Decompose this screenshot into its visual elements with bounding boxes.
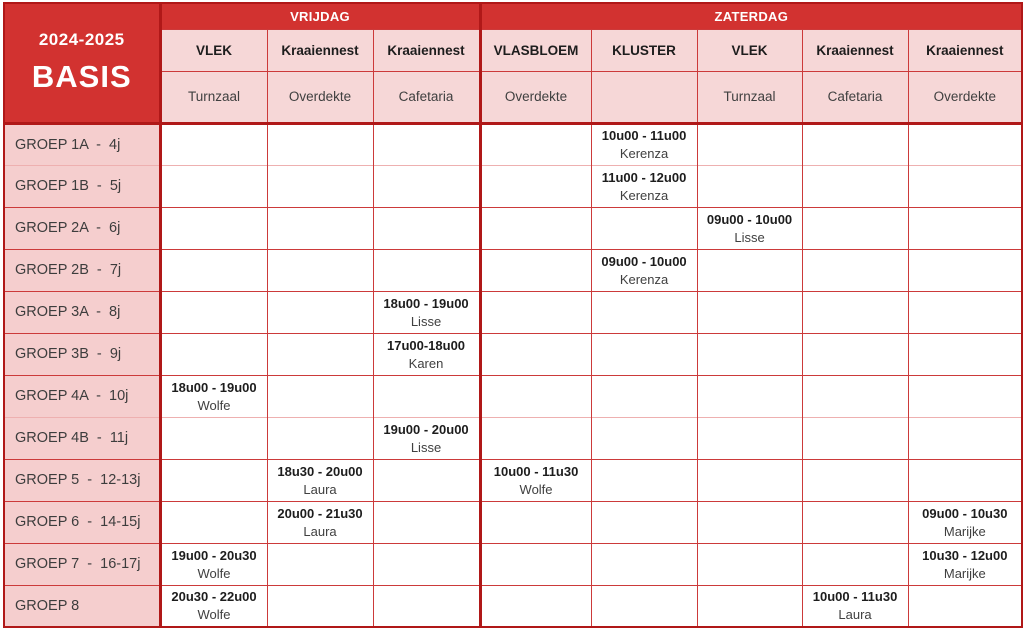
empty-cell (591, 543, 697, 585)
empty-cell (591, 291, 697, 333)
room-header-4-empty (591, 71, 697, 123)
empty-cell (480, 123, 591, 165)
room-header-2-cafetaria: Cafetaria (373, 71, 480, 123)
empty-cell (591, 585, 697, 627)
group-row-3 (4, 249, 1022, 291)
group-row-4 (4, 291, 1022, 333)
empty-cell (802, 165, 908, 207)
group-row-2 (4, 207, 1022, 249)
empty-cell (267, 249, 373, 291)
lesson-teacher: Marijke (943, 523, 986, 539)
empty-cell (697, 585, 802, 627)
empty-cell (480, 585, 591, 627)
empty-cell (802, 459, 908, 501)
empty-cell (591, 207, 697, 249)
lesson-teacher: Wolfe (197, 607, 231, 623)
lesson-teacher: Lisse (410, 313, 442, 329)
empty-cell (908, 333, 1022, 375)
empty-cell (480, 333, 591, 375)
empty-cell (267, 543, 373, 585)
empty-cell (697, 417, 802, 459)
venue-header-2-kraaiennest: Kraaiennest (373, 29, 480, 71)
empty-cell (480, 207, 591, 249)
empty-cell (697, 165, 802, 207)
empty-cell (802, 333, 908, 375)
empty-cell (802, 207, 908, 249)
lesson-cell (591, 123, 697, 165)
lesson-time: 10u00 - 11u30 (493, 463, 579, 479)
group-label: GROEP 4B - 11j (4, 417, 160, 459)
empty-cell (373, 543, 480, 585)
lesson-teacher: Wolfe (197, 397, 231, 413)
lesson-cell (160, 585, 267, 627)
empty-cell (267, 333, 373, 375)
empty-cell (267, 123, 373, 165)
empty-cell (802, 543, 908, 585)
group-label: GROEP 1B - 5j (4, 165, 160, 207)
group-row-8 (4, 459, 1022, 501)
empty-cell (802, 417, 908, 459)
lesson-cell (697, 207, 802, 249)
group-row-5 (4, 333, 1022, 375)
group-row-1 (4, 165, 1022, 207)
empty-cell (373, 249, 480, 291)
room-header-0-turnzaal: Turnzaal (160, 71, 267, 123)
empty-cell (480, 291, 591, 333)
venue-header-6-kraaiennest: Kraaiennest (802, 29, 908, 71)
lesson-time: 17u00-18u00 (386, 337, 466, 353)
group-row-11 (4, 585, 1022, 627)
lesson-time: 09u00 - 10u00 (706, 211, 793, 227)
group-label: GROEP 1A - 4j (4, 123, 160, 165)
lesson-time: 09u00 - 10u30 (922, 505, 1008, 521)
empty-cell (160, 333, 267, 375)
lesson-cell (480, 459, 591, 501)
empty-cell (267, 585, 373, 627)
empty-cell (480, 375, 591, 417)
lesson-teacher: Lisse (410, 439, 442, 455)
group-row-6 (4, 375, 1022, 417)
empty-cell (802, 501, 908, 543)
empty-cell (267, 375, 373, 417)
lesson-time: 20u00 - 21u30 (277, 505, 363, 521)
lesson-time: 09u00 - 10u00 (601, 253, 687, 269)
schedule-body (4, 123, 1022, 627)
empty-cell (697, 291, 802, 333)
room-header-6-cafetaria: Cafetaria (802, 71, 908, 123)
group-row-7 (4, 417, 1022, 459)
lesson-teacher: Kerenza (619, 271, 669, 287)
venue-header-7-kraaiennest: Kraaiennest (908, 29, 1022, 71)
group-row-10 (4, 543, 1022, 585)
venue-header-4-kluster: KLUSTER (591, 29, 697, 71)
lesson-cell (373, 417, 480, 459)
empty-cell (908, 291, 1022, 333)
room-header-7-overdekte: Overdekte (908, 71, 1022, 123)
empty-cell (480, 249, 591, 291)
empty-cell (591, 333, 697, 375)
lesson-teacher: Laura (303, 481, 337, 497)
empty-cell (697, 543, 802, 585)
lesson-cell (267, 459, 373, 501)
empty-cell (697, 123, 802, 165)
lesson-cell (591, 249, 697, 291)
empty-cell (802, 375, 908, 417)
empty-cell (697, 501, 802, 543)
empty-cell (373, 375, 480, 417)
empty-cell (160, 249, 267, 291)
group-label: GROEP 8 (4, 585, 160, 627)
empty-cell (480, 165, 591, 207)
empty-cell (908, 459, 1022, 501)
title-cell (4, 3, 160, 123)
group-label: GROEP 3A - 8j (4, 291, 160, 333)
lesson-time: 18u00 - 19u00 (383, 295, 469, 311)
empty-cell (802, 291, 908, 333)
lesson-cell (591, 165, 697, 207)
group-label: GROEP 6 - 14-15j (4, 501, 160, 543)
lesson-teacher: Laura (838, 607, 872, 623)
empty-cell (802, 249, 908, 291)
empty-cell (697, 249, 802, 291)
venue-header-0-vlek: VLEK (160, 29, 267, 71)
empty-cell (591, 459, 697, 501)
empty-cell (160, 459, 267, 501)
schedule-table (3, 2, 1023, 628)
group-label: GROEP 2B - 7j (4, 249, 160, 291)
venue-header-1-kraaiennest: Kraaiennest (267, 29, 373, 71)
empty-cell (160, 417, 267, 459)
group-label: GROEP 2A - 6j (4, 207, 160, 249)
empty-cell (373, 207, 480, 249)
day-header-row (4, 3, 1022, 29)
empty-cell (373, 459, 480, 501)
lesson-time: 18u30 - 20u00 (277, 463, 363, 479)
lesson-cell (267, 501, 373, 543)
empty-cell (908, 249, 1022, 291)
room-header-3-overdekte: Overdekte (480, 71, 591, 123)
group-row-0 (4, 123, 1022, 165)
empty-cell (267, 291, 373, 333)
empty-cell (908, 207, 1022, 249)
group-label: GROEP 4A - 10j (4, 375, 160, 417)
lesson-time: 11u00 - 12u00 (601, 169, 687, 185)
lesson-teacher: Laura (303, 523, 337, 539)
empty-cell (697, 333, 802, 375)
lesson-time: 20u30 - 22u00 (171, 589, 257, 605)
lesson-time: 10u00 - 11u00 (601, 128, 687, 143)
empty-cell (908, 165, 1022, 207)
empty-cell (480, 543, 591, 585)
lesson-time: 10u00 - 11u30 (812, 589, 898, 605)
lesson-cell (908, 501, 1022, 543)
day-header-vrijdag: VRIJDAG (160, 3, 480, 29)
empty-cell (267, 417, 373, 459)
group-label: GROEP 3B - 9j (4, 333, 160, 375)
empty-cell (802, 123, 908, 165)
lesson-cell (373, 291, 480, 333)
lesson-teacher: Kerenza (619, 146, 669, 161)
empty-cell (697, 375, 802, 417)
lesson-cell (802, 585, 908, 627)
empty-cell (160, 291, 267, 333)
empty-cell (160, 207, 267, 249)
empty-cell (373, 165, 480, 207)
empty-cell (267, 165, 373, 207)
empty-cell (591, 501, 697, 543)
lesson-cell (160, 543, 267, 585)
page-title: BASIS (31, 59, 132, 95)
empty-cell (480, 501, 591, 543)
day-header-zaterdag: ZATERDAG (480, 3, 1022, 29)
room-header-5-turnzaal: Turnzaal (697, 71, 802, 123)
empty-cell (908, 123, 1022, 165)
venue-header-5-vlek: VLEK (697, 29, 802, 71)
room-header-1-overdekte: Overdekte (267, 71, 373, 123)
empty-cell (697, 459, 802, 501)
lesson-teacher: Kerenza (619, 187, 669, 203)
empty-cell (591, 417, 697, 459)
empty-cell (908, 375, 1022, 417)
lesson-cell (160, 375, 267, 417)
lesson-time: 19u00 - 20u30 (171, 547, 257, 563)
title-block (5, 30, 159, 95)
venue-header-3-vlasbloem: VLASBLOEM (480, 29, 591, 71)
group-label: GROEP 5 - 12-13j (4, 459, 160, 501)
lesson-teacher: Karen (408, 355, 444, 371)
empty-cell (908, 585, 1022, 627)
empty-cell (160, 501, 267, 543)
empty-cell (373, 585, 480, 627)
empty-cell (160, 165, 267, 207)
lesson-teacher: Wolfe (197, 565, 231, 581)
empty-cell (267, 207, 373, 249)
empty-cell (373, 501, 480, 543)
empty-cell (480, 417, 591, 459)
group-label: GROEP 7 - 16-17j (4, 543, 160, 585)
empty-cell (373, 123, 480, 165)
lesson-time: 19u00 - 20u00 (383, 421, 469, 437)
empty-cell (160, 123, 267, 165)
lesson-teacher: Lisse (734, 229, 765, 245)
lesson-time: 18u00 - 19u00 (171, 379, 257, 395)
empty-cell (908, 417, 1022, 459)
school-year-label: 2024-2025 (38, 30, 125, 50)
empty-cell (591, 375, 697, 417)
lesson-teacher: Marijke (943, 565, 986, 581)
lesson-teacher: Wolfe (519, 481, 553, 497)
group-row-9 (4, 501, 1022, 543)
lesson-cell (373, 333, 480, 375)
lesson-time: 10u30 - 12u00 (922, 547, 1008, 563)
lesson-cell (908, 543, 1022, 585)
